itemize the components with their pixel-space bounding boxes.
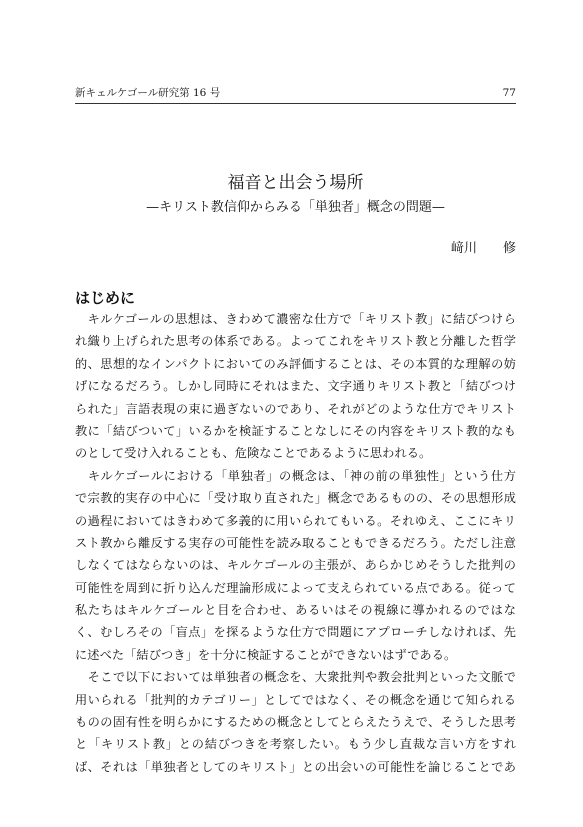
text-line: ば、それは「単独者としてのキリスト」との出会いの可能性を論じることであ (75, 759, 516, 774)
text-line: そこで以下においては単独者の概念を、大衆批判や教会批判といった文脈で (75, 670, 516, 685)
running-head (75, 86, 516, 100)
text-line: く、むしろその「盲点」を探るような仕方で問題にアプローチしなければ、先 (75, 625, 516, 640)
text-line: ものの固有性を明らかにするための概念としてとらえたうえで、そうした思考 (75, 715, 516, 730)
text-line: のとして受け入れることも、危険なことであるように思われる。 (75, 446, 432, 461)
article-subtitle: —キリスト教信仰からみる「単独者」概念の問題— (146, 200, 445, 215)
section-heading: はじめに (75, 289, 136, 307)
text-line: 教に「結びついて」いるかを検証することなしにその内容をキリスト教的なも (75, 423, 516, 438)
text-line: に述べた「結びつき」を十分に検証することができないはずである。 (75, 647, 457, 662)
text-line: キルケゴールにおける「単独者」の概念は、「神の前の単独性」という仕方 (75, 468, 516, 483)
page-number: 77 (502, 87, 516, 99)
body-text (75, 308, 516, 778)
text-line: で宗教的実存の中心に「受け取り直された」概念であるものの、その思想形成 (75, 491, 516, 506)
text-line: の過程においてはきわめて多義的に用いられてもいる。それゆえ、ここにキリ (75, 513, 516, 528)
author-name: 﨑川 修 (450, 241, 516, 256)
text-line: 用いられる「批判的カテゴリー」としてではなく、その概念を通じて知られる (75, 692, 516, 707)
text-line: られた」言語表現の束に過ぎないのであり、それがどのような仕方でキリスト (75, 401, 516, 416)
text-line: げになるだろう。しかし同時にそれはまた、文字通りキリスト教と「結びつけ (75, 379, 516, 394)
text-line: れ織り上げられた思考の体系である。よってこれをキリスト教と分離した哲学 (75, 334, 516, 349)
text-line: スト教から離反する実存の可能性を読み取ることもできるだろう。ただし注意 (75, 535, 516, 550)
article-title: 福音と出会う場所 (227, 173, 364, 193)
text-line: 私たちはキルケゴールと目を合わせ、あるいはその視線に導かれるのではな (75, 603, 516, 618)
text-line: と「キリスト教」との結びつきを考察したい。もう少し直裁な言い方をすれ (75, 737, 516, 752)
journal-title: 新キェルケゴール研究第 16 号 (75, 87, 221, 99)
text-line: 可能性を周到に折り込んだ理論形成によって支えられている点である。従って (75, 580, 516, 595)
text-line: しなくてはならないのは、キルケゴールの主張が、あらかじめそうした批判の (75, 558, 516, 573)
text-line: キルケゴールの思想は、きわめて濃密な仕方で「キリスト教」に結びつけら (75, 312, 516, 326)
header-rule (75, 103, 516, 104)
text-line: 的、思想的なインパクトにおいてのみ評価することは、その本質的な理解の妨 (75, 356, 516, 371)
